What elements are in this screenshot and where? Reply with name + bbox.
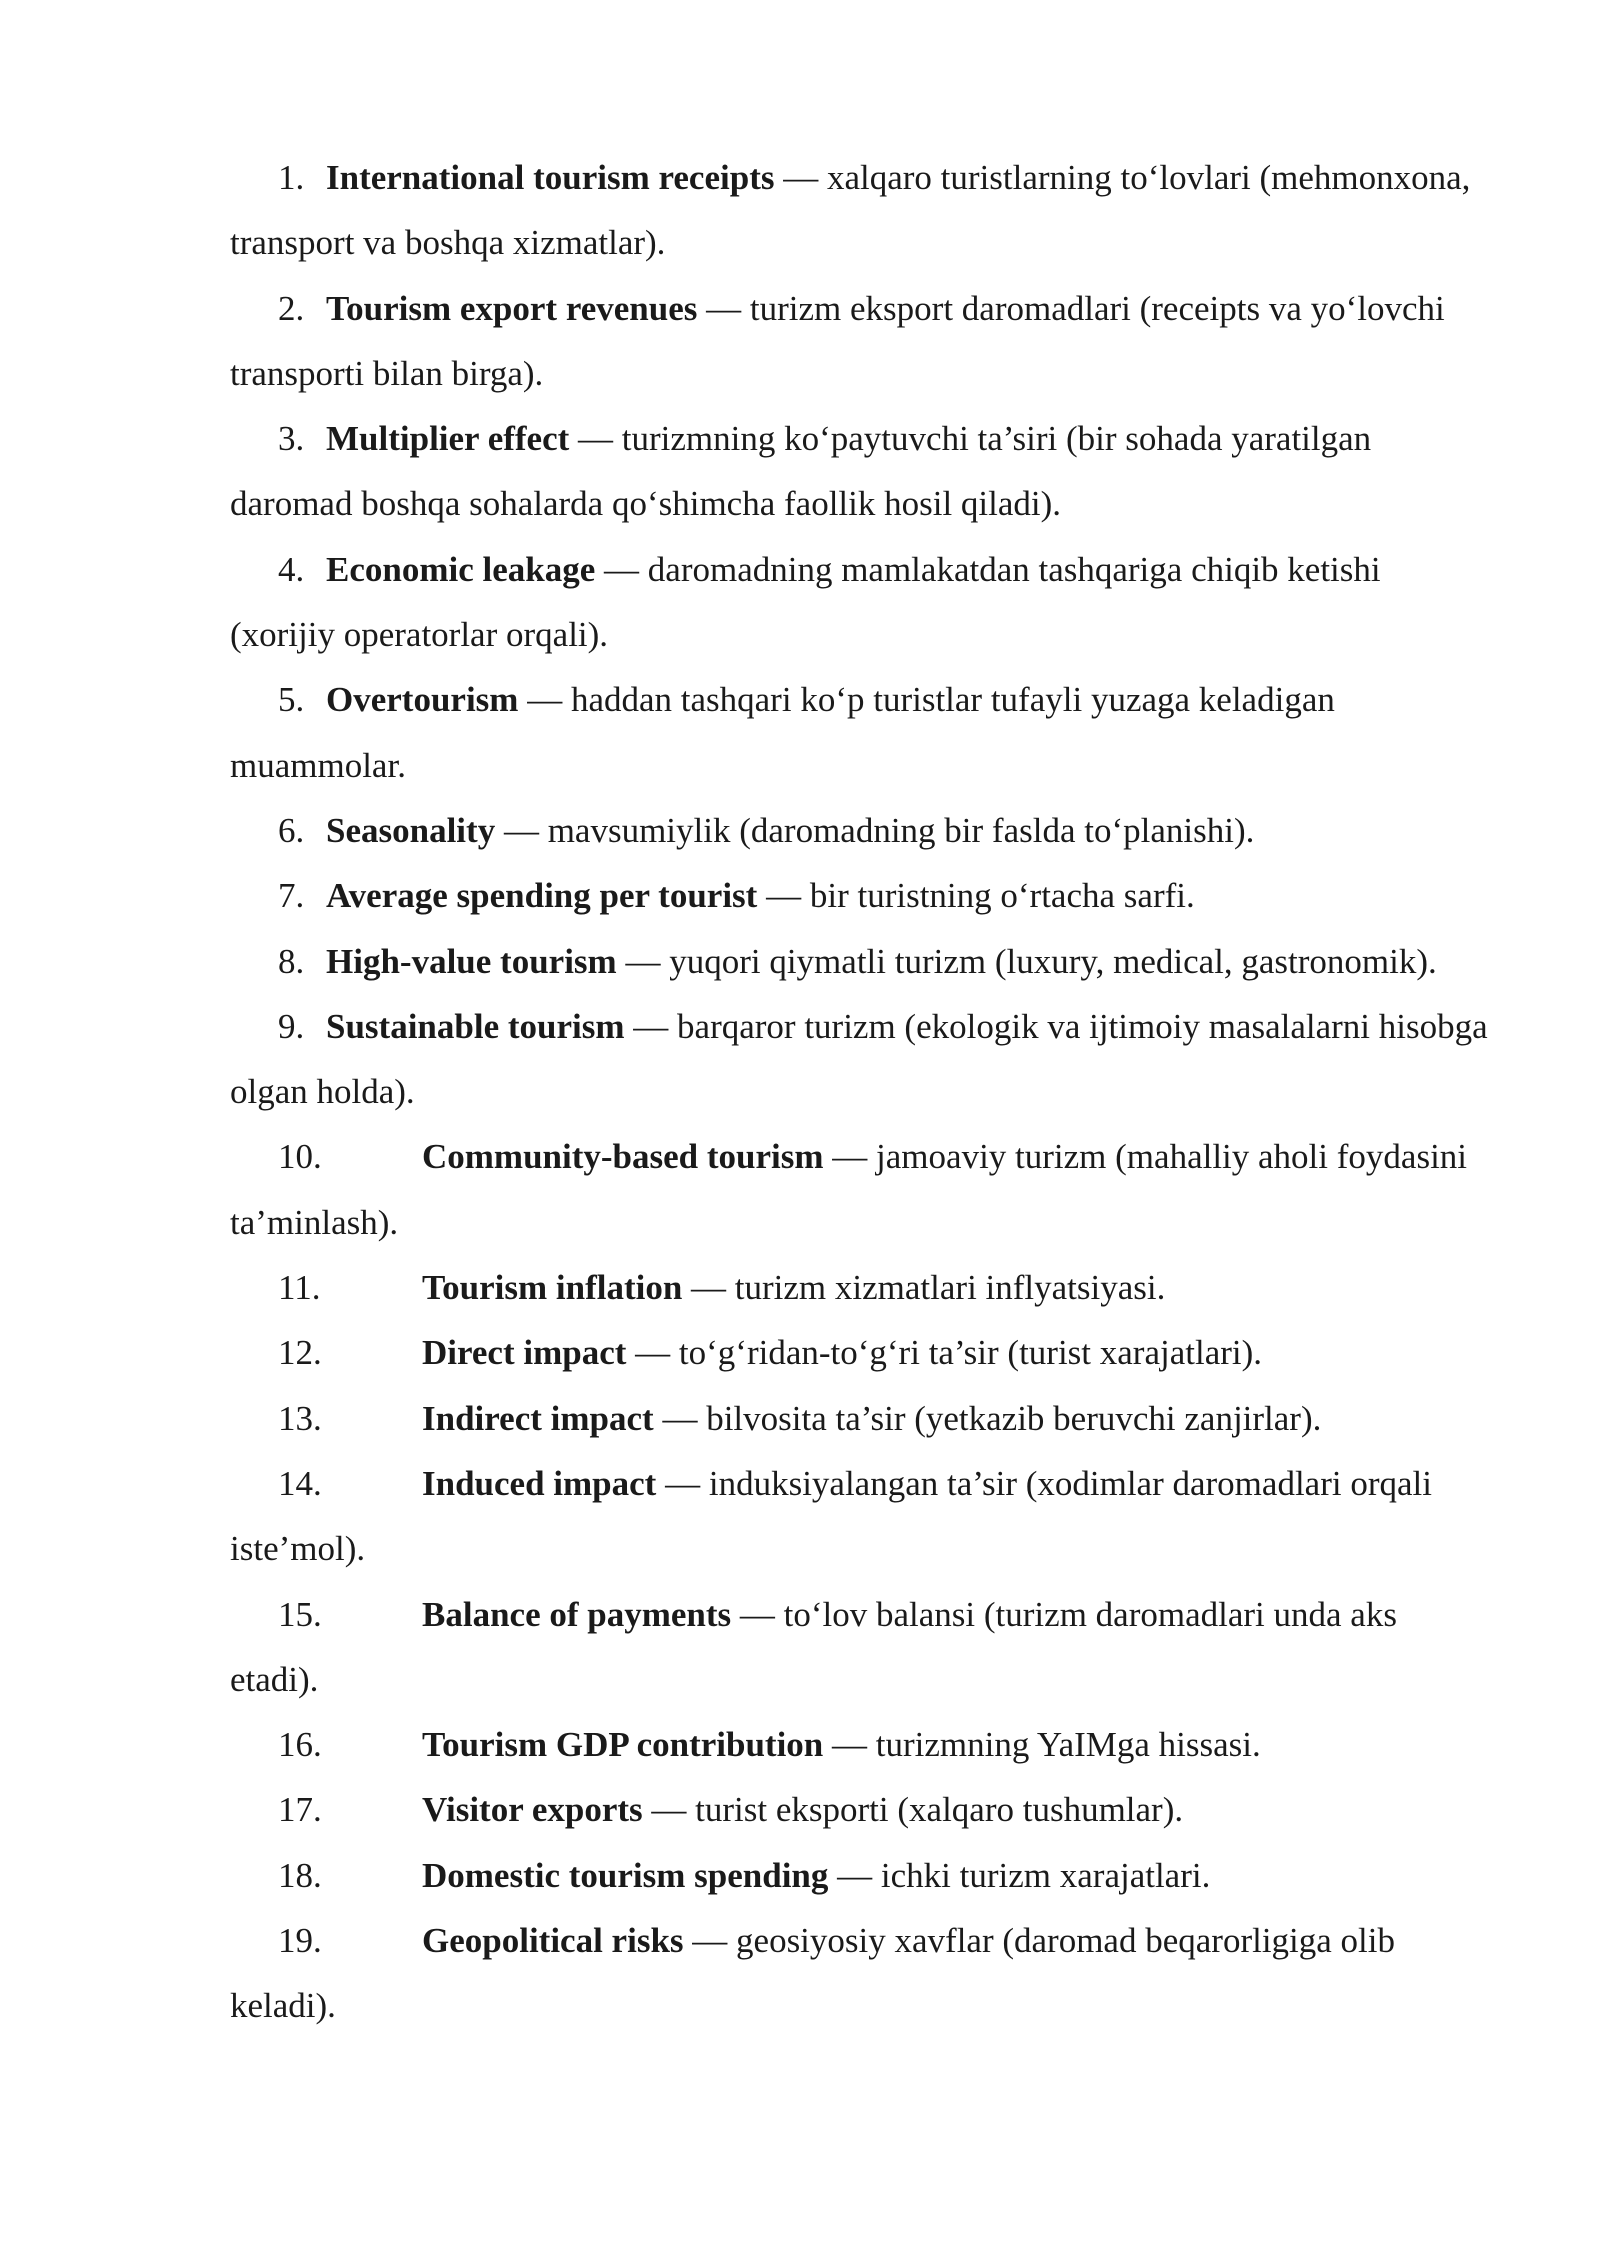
- item-number: 8.: [278, 941, 305, 981]
- glossary-item: [230, 276, 1490, 407]
- item-term: Seasonality: [326, 810, 496, 850]
- item-number: 18.: [278, 1855, 322, 1895]
- glossary-item: [230, 929, 1490, 994]
- item-definition: — turizmning ko‘paytuvchi ta’siri (bir sohada yaratilgan daromad boshqa sohalarda qo‘shimcha faollik hosil qiladi).: [230, 419, 1372, 524]
- item-definition: — bilvosita ta’sir (yetkazib beruvchi zanjirlar).: [653, 1398, 1322, 1438]
- item-definition: — to‘g‘ridan-to‘g‘ri ta’sir (turist xarajatlari).: [626, 1333, 1263, 1373]
- item-term: Average spending per tourist: [326, 876, 758, 916]
- item-number: 4.: [278, 549, 305, 589]
- item-term: Tourism export revenues: [326, 288, 698, 328]
- item-number: 2.: [278, 288, 305, 328]
- glossary-item: [230, 1582, 1490, 1713]
- item-term: Tourism inflation: [422, 1268, 683, 1308]
- glossary-item: [230, 994, 1490, 1125]
- item-definition: — ichki turizm xarajatlari.: [828, 1855, 1211, 1895]
- glossary-item: [230, 1386, 1490, 1451]
- item-number: 16.: [278, 1725, 322, 1765]
- item-term: Multiplier effect: [326, 419, 570, 459]
- glossary-item: [230, 1124, 1490, 1255]
- item-definition: — mavsumiylik (daromadning bir faslda to‘planishi).: [495, 810, 1255, 850]
- item-number: 12.: [278, 1333, 322, 1373]
- item-number: 13.: [278, 1398, 322, 1438]
- item-number: 11.: [278, 1268, 321, 1308]
- item-definition: — induksiyalangan ta’sir (xodimlar daromadlari orqali iste’mol).: [230, 1463, 1432, 1569]
- glossary-item: [230, 1908, 1490, 2039]
- glossary-item: [230, 406, 1490, 537]
- item-definition: — geosiyosiy xavflar (daromad beqarorligiga olib keladi).: [230, 1921, 1395, 2026]
- glossary-item: [230, 1451, 1490, 1582]
- item-definition: — turizmning YaIMga hissasi.: [823, 1725, 1261, 1765]
- item-term: Direct impact: [422, 1333, 627, 1373]
- item-term: Indirect impact: [422, 1398, 654, 1438]
- item-definition: — bir turistning o‘rtacha sarfi.: [757, 876, 1195, 916]
- item-number: 10.: [278, 1137, 322, 1177]
- item-number: 7.: [278, 876, 305, 916]
- glossary-item: [230, 145, 1490, 276]
- item-definition: — to‘lov balansi (turizm daromadlari unda aks etadi).: [230, 1594, 1397, 1699]
- item-term: Balance of payments: [422, 1594, 732, 1634]
- item-term: Induced impact: [422, 1463, 657, 1503]
- item-term: Community-based tourism: [422, 1137, 824, 1177]
- item-term: Tourism GDP contribution: [422, 1725, 824, 1765]
- item-number: 1.: [278, 158, 305, 197]
- item-number: 9.: [278, 1006, 305, 1046]
- item-number: 15.: [278, 1594, 322, 1634]
- glossary-item: [230, 667, 1490, 798]
- item-definition: — turist eksporti (xalqaro tushumlar).: [642, 1790, 1184, 1830]
- glossary-item: [230, 537, 1490, 668]
- item-term: Economic leakage: [326, 549, 596, 589]
- item-term: Overtourism: [326, 680, 519, 720]
- item-number: 6.: [278, 810, 305, 850]
- item-number: 3.: [278, 419, 305, 459]
- item-term: Domestic tourism spending: [422, 1855, 829, 1895]
- item-definition: — turizm xizmatlari inflyatsiyasi.: [682, 1268, 1166, 1308]
- glossary-item: [230, 1843, 1490, 1908]
- glossary-item: [230, 1320, 1490, 1385]
- glossary-item: [230, 863, 1490, 928]
- item-term: High-value tourism: [326, 941, 617, 981]
- item-definition: — haddan tashqari ko‘p turistlar tufayli yuzaga keladigan muammolar.: [230, 680, 1335, 785]
- item-term: Sustainable tourism: [326, 1006, 625, 1046]
- item-definition: — jamoaviy turizm (mahalliy aholi foydasini ta’minlash).: [230, 1137, 1468, 1242]
- item-definition: — barqaror turizm (ekologik va ijtimoiy masalalarni hisobga olgan holda).: [230, 1006, 1488, 1112]
- item-term: International tourism receipts: [326, 158, 775, 197]
- glossary-item: [230, 1777, 1490, 1842]
- item-number: 14.: [278, 1463, 322, 1503]
- glossary-list: [230, 145, 1490, 2039]
- item-number: 19.: [278, 1921, 322, 1961]
- item-definition: — xalqaro turistlarning to‘lovlari (mehmonxona, transport va boshqa xizmatlar).: [230, 158, 1471, 263]
- glossary-item: [230, 1255, 1490, 1320]
- item-term: Geopolitical risks: [422, 1921, 684, 1961]
- glossary-item: [230, 798, 1490, 863]
- item-definition: — yuqori qiymatli turizm (luxury, medical, gastronomik).: [616, 941, 1437, 981]
- item-definition: — daromadning mamlakatdan tashqariga chiqib ketishi (xorijiy operatorlar orqali).: [230, 549, 1381, 655]
- glossary-item: [230, 1712, 1490, 1777]
- item-term: Visitor exports: [422, 1790, 643, 1830]
- item-number: 5.: [278, 680, 305, 720]
- item-number: 17.: [278, 1790, 322, 1830]
- item-definition: — turizm eksport daromadlari (receipts va yo‘lovchi transporti bilan birga).: [230, 288, 1445, 393]
